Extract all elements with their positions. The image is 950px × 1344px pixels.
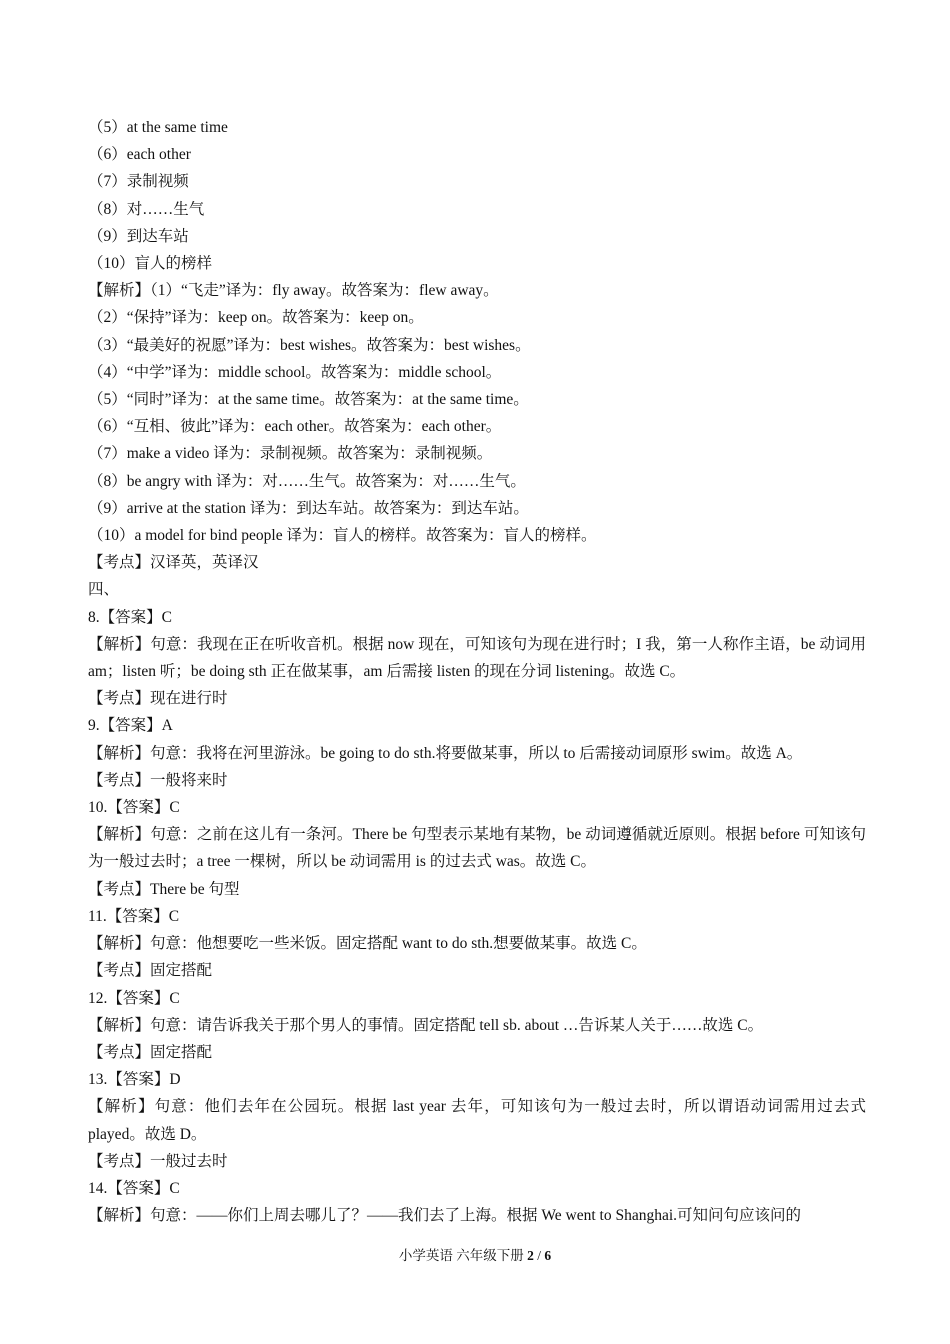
- page-total: 6: [544, 1248, 552, 1263]
- text-line: 【考点】一般过去时: [88, 1152, 228, 1170]
- text-line: 【解析】（1）“飞走”译为：fly away。故答案为：flew away。: [88, 282, 499, 300]
- text-line: 【解析】句意：——你们上周去哪儿了？——我们去了上海。根据 We went to Shanghai.可知问句应该问的: [88, 1207, 802, 1225]
- text-line: （2）“保持”译为：keep on。故答案为：keep on。: [88, 309, 424, 327]
- text-line: 【考点】一般将来时: [88, 771, 228, 789]
- text-line: 【考点】汉译英，英译汉: [88, 554, 259, 572]
- text-line: 【考点】固定搭配: [88, 1043, 213, 1061]
- text-line: （4）“中学”译为：middle school。故答案为：middle school。: [88, 363, 502, 381]
- text-line: （8）对……生气: [88, 200, 205, 218]
- text-line: 12.【答案】C: [88, 989, 180, 1007]
- text-line: （5）“同时”译为：at the same time。故答案为：at the same time。: [88, 391, 529, 409]
- text-line: （10）a model for bind people 译为：盲人的榜样。故答案为：盲人的榜样。: [88, 527, 597, 545]
- text-line: 四、: [88, 581, 120, 599]
- text-line: （8）be angry with 译为：对……生气。故答案为：对……生气。: [88, 472, 526, 490]
- text-paragraph: 【解析】句意：我现在正在听收音机。根据 now 现在，可知该句为现在进行时；I 我，第一人称作主语，be 动词用 am；listen 听；be doing sth 正在做某事，am 后需接 listen 的现在分词 listening。故选 C。: [88, 635, 866, 681]
- text-line: 【考点】固定搭配: [88, 962, 213, 980]
- text-line: 14.【答案】C: [88, 1179, 180, 1197]
- page-separator: /: [537, 1248, 541, 1263]
- text-line: 11.【答案】C: [88, 907, 180, 925]
- page-number: 2: [527, 1248, 534, 1263]
- text-line: 8.【答案】C: [88, 608, 172, 626]
- text-paragraph: 【解析】句意：之前在这儿有一条河。There be 句型表示某地有某物，be 动词遵循就近原则。根据 before 可知该句为一般过去时；a tree 一棵树，所以 be 动词需用 is 的过去式 was。故选 C。: [88, 826, 866, 871]
- text-line: 【解析】句意：他想要吃一些米饭。固定搭配 want to do sth.想要做某事。故选 C。: [88, 935, 647, 953]
- text-line: 【解析】句意：请告诉我关于那个男人的事情。固定搭配 tell sb. about …告诉某人关于……故选 C。: [88, 1016, 764, 1034]
- text-line: （5）at the same time: [88, 119, 228, 136]
- text-line: （7）录制视频: [88, 173, 189, 191]
- text-paragraph: 【解析】句意：他们去年在公园玩。根据 last year 去年，可知该句为一般过去时，所以谓语动词需用过去式 played。故选 D。: [88, 1098, 866, 1143]
- text-line: （3）“最美好的祝愿”译为：best wishes。故答案为：best wishes。: [88, 336, 531, 354]
- text-line: 10.【答案】C: [88, 799, 180, 817]
- text-line: （9）到达车站: [88, 227, 189, 245]
- text-line: （7）make a video 译为：录制视频。故答案为：录制视频。: [88, 445, 493, 463]
- footer-title: 小学英语 六年级下册: [398, 1248, 524, 1263]
- text-line: 【解析】句意：我将在河里游泳。be going to do sth.将要做某事，所以 to 后需接动词原形 swim。故选 A。: [88, 744, 803, 762]
- text-line: （9）arrive at the station 译为：到达车站。故答案为：到达车站。: [88, 499, 529, 517]
- page-footer: [0, 1244, 950, 1264]
- text-line: （6）“互相、彼此”译为：each other。故答案为：each other。: [88, 418, 502, 436]
- text-line: （6）each other: [88, 146, 191, 164]
- text-line: （10）盲人的榜样: [88, 255, 213, 273]
- text-line: 9.【答案】A: [88, 717, 173, 735]
- text-line: 【考点】There be 句型: [88, 880, 240, 898]
- text-line: 13.【答案】D: [88, 1071, 181, 1089]
- document-body: [88, 114, 866, 1229]
- text-line: 【考点】现在进行时: [88, 690, 228, 708]
